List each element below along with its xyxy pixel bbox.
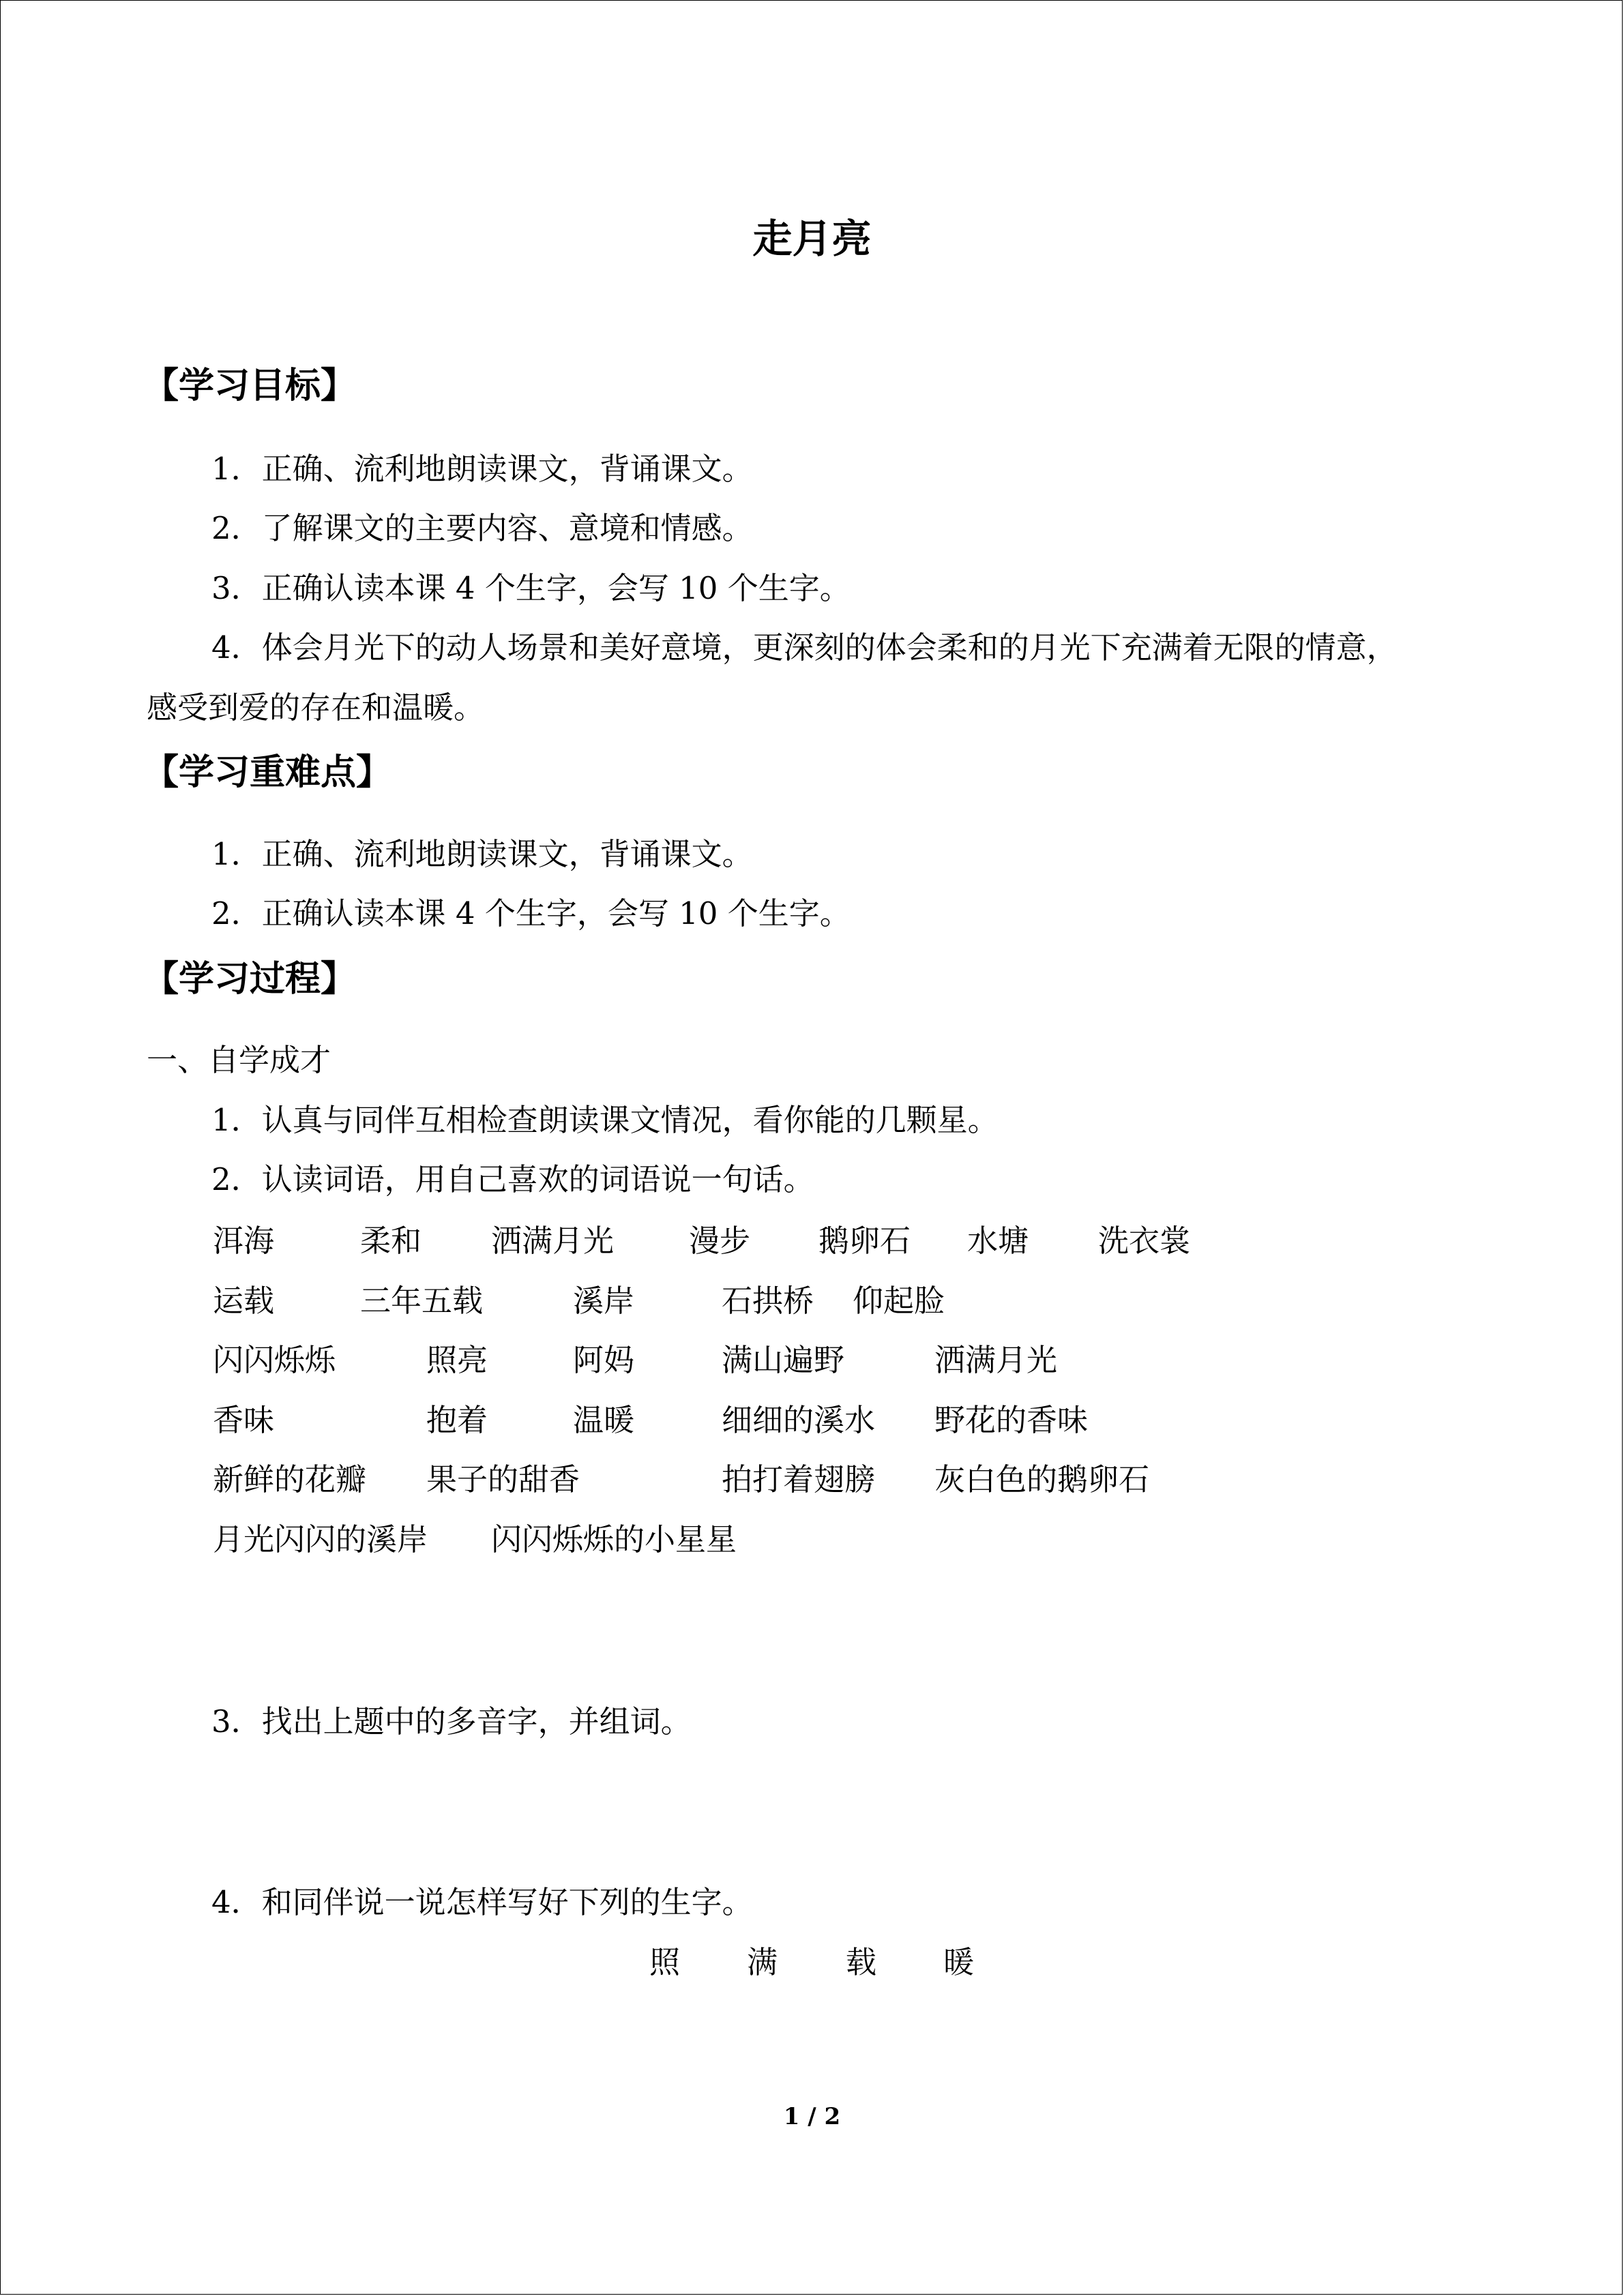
vocab-word: 闪闪烁烁的小星星	[491, 1521, 737, 1557]
vocab-word: 新鲜的花瓣	[213, 1461, 367, 1497]
key-point-item: 2．正确认读本课 4 个生字，会写 10 个生字。	[211, 895, 851, 931]
vocab-word: 洱海	[213, 1223, 275, 1259]
key-point-item: 1．正确、流利地朗读课文，背诵课文。	[211, 836, 753, 872]
vocab-word: 洒满月光	[491, 1223, 615, 1259]
vocab-word: 细细的溪水	[722, 1402, 876, 1438]
vocab-word: 抱着	[426, 1402, 488, 1438]
objective-item-continued: 感受到爱的存在和温暖。	[147, 689, 485, 726]
vocab-row	[0, 1459, 1624, 1500]
vocab-word: 阿妈	[573, 1342, 635, 1378]
vocab-word: 漫步	[689, 1223, 751, 1259]
objective-item: 3．正确认读本课 4 个生字，会写 10 个生字。	[211, 570, 851, 606]
objective-item: 4．体会月光下的动人场景和美好意境，更深刻的体会柔和的月光下充满着无限的情意，	[211, 629, 1398, 666]
vocab-word: 三年五载	[360, 1283, 484, 1319]
vocab-word: 拍打着翅膀	[722, 1461, 876, 1497]
vocab-word: 月光闪闪的溪岸	[213, 1521, 428, 1557]
process-item-4: 4．和同伴说一说怎样写好下列的生字。	[211, 1884, 753, 1920]
heading-key-points: 【学习重难点】	[143, 752, 392, 793]
page-number: 1 / 2	[783, 2103, 841, 2130]
characters-row	[0, 1942, 1624, 1983]
objective-item: 1．正确、流利地朗读课文，背诵课文。	[211, 451, 753, 487]
vocab-word: 闪闪烁烁	[213, 1342, 336, 1378]
vocab-word: 洗衣裳	[1098, 1223, 1191, 1259]
objective-item: 2．了解课文的主要内容、意境和情感。	[211, 510, 753, 546]
vocab-word: 香味	[213, 1402, 275, 1438]
character: 载	[846, 1944, 877, 1980]
heading-objectives: 【学习目标】	[143, 366, 357, 406]
vocab-word: 照亮	[426, 1342, 488, 1378]
vocab-row	[0, 1221, 1624, 1262]
vocab-row	[0, 1400, 1624, 1441]
vocab-row	[0, 1340, 1624, 1381]
process-item-3: 3．找出上题中的多音字，并组词。	[211, 1703, 692, 1740]
character: 满	[747, 1944, 778, 1980]
process-item: 1．认真与同伴互相检查朗读课文情况，看你能的几颗星。	[211, 1102, 999, 1138]
character: 暖	[943, 1944, 975, 1980]
process-subheading: 一、自学成才	[147, 1042, 331, 1078]
vocab-word: 鹅卵石	[818, 1223, 911, 1259]
vocab-word: 洒满月光	[934, 1342, 1058, 1378]
page-title: 走月亮	[752, 215, 872, 262]
vocab-word: 仰起脸	[853, 1283, 945, 1319]
vocab-row	[0, 1281, 1624, 1322]
vocab-word: 溪岸	[573, 1283, 635, 1319]
vocab-row	[0, 1519, 1624, 1560]
vocab-word: 满山遍野	[722, 1342, 845, 1378]
vocab-word: 果子的甜香	[426, 1461, 580, 1497]
process-item: 2．认读词语，用自己喜欢的词语说一句话。	[211, 1161, 814, 1197]
vocab-word: 野花的香味	[934, 1402, 1089, 1438]
vocab-word: 柔和	[360, 1223, 422, 1259]
vocab-word: 运载	[213, 1283, 275, 1319]
vocab-word: 温暖	[573, 1402, 635, 1438]
character: 照	[649, 1944, 681, 1980]
heading-process: 【学习过程】	[143, 959, 357, 1000]
vocab-word: 灰白色的鹅卵石	[934, 1461, 1150, 1497]
vocab-word: 石拱桥	[722, 1283, 814, 1319]
vocab-word: 水塘	[967, 1223, 1029, 1259]
